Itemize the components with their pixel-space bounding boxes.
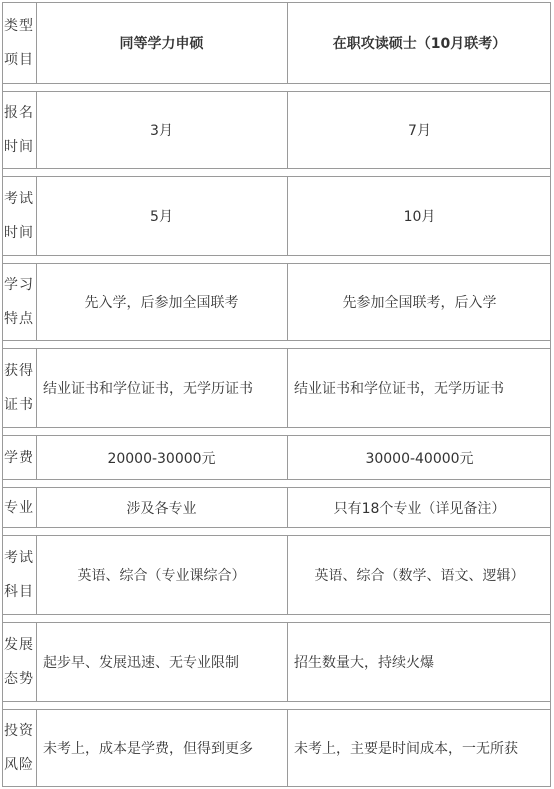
table-border xyxy=(2,786,551,787)
row-label: 报名时间 xyxy=(4,105,34,155)
table-cell xyxy=(37,488,286,527)
cell-text: 先入学，后参加全国联考 xyxy=(84,295,239,311)
table-cell xyxy=(288,536,551,614)
table-border xyxy=(2,701,551,702)
cell-text: 10月 xyxy=(403,209,436,225)
row-label-cell xyxy=(2,436,36,479)
table-border xyxy=(2,168,551,169)
row-label: 考试时间 xyxy=(4,191,34,241)
cell-text: 20000-30000元 xyxy=(107,450,216,467)
cell-text: 英语、综合（专业课综合） xyxy=(77,568,246,584)
row-label: 学习特点 xyxy=(4,277,34,327)
table-border xyxy=(2,340,551,341)
table-cell xyxy=(288,623,551,701)
table-cell xyxy=(37,710,286,786)
row-label-cell xyxy=(2,264,36,340)
header-type-label: 类型项目 xyxy=(4,18,34,68)
cell-text: 结业证书和学位证书，无学历证书 xyxy=(43,381,253,397)
row-label-cell xyxy=(2,177,36,255)
cell-text: 5月 xyxy=(150,209,173,225)
table-border xyxy=(2,255,551,256)
cell-text: 30000-40000元 xyxy=(365,450,474,467)
table-border xyxy=(2,527,551,528)
row-label: 专业 xyxy=(4,499,34,516)
header-col2-title: 在职攻读硕士（10月联考） xyxy=(332,36,507,52)
header-col1-cell xyxy=(37,3,286,83)
table-cell xyxy=(37,349,286,427)
table-cell xyxy=(37,623,286,701)
table-border xyxy=(2,83,551,84)
table-cell xyxy=(288,349,551,427)
row-label-cell xyxy=(2,710,36,786)
table-cell xyxy=(288,488,551,527)
cell-text: 招生数量大，持续火爆 xyxy=(294,655,434,671)
table-cell xyxy=(37,536,286,614)
cell-text: 未考上，成本是学费，但得到更多 xyxy=(43,741,253,757)
table-cell xyxy=(37,177,286,255)
row-label-cell xyxy=(2,92,36,168)
row-label: 投资风险 xyxy=(4,723,34,773)
row-label: 学费 xyxy=(4,449,34,466)
header-type-cell xyxy=(2,3,36,83)
cell-text: 7月 xyxy=(408,123,431,139)
table-cell xyxy=(288,710,551,786)
table-cell xyxy=(288,264,551,340)
row-label: 考试科目 xyxy=(4,550,34,600)
header-col1-title: 同等学力申硕 xyxy=(119,36,204,52)
cell-text: 3月 xyxy=(150,123,173,139)
table-cell xyxy=(288,177,551,255)
header-col2-cell xyxy=(288,3,551,83)
row-label-cell xyxy=(2,488,36,527)
row-label: 获得证书 xyxy=(4,363,34,413)
table-border xyxy=(2,614,551,615)
table-border xyxy=(2,427,551,428)
table-cell xyxy=(288,92,551,168)
row-label-cell xyxy=(2,349,36,427)
row-label: 发展态势 xyxy=(4,637,34,687)
cell-text: 英语、综合（数学、语文、逻辑） xyxy=(314,568,525,584)
cell-text: 涉及各专业 xyxy=(126,500,197,517)
cell-text: 结业证书和学位证书，无学历证书 xyxy=(294,381,504,397)
table-border xyxy=(2,479,551,480)
table-cell xyxy=(37,436,286,479)
row-label-cell xyxy=(2,536,36,614)
table-cell xyxy=(37,92,286,168)
table-cell xyxy=(288,436,551,479)
cell-text: 先参加全国联考，后入学 xyxy=(342,295,497,311)
cell-text: 起步早、发展迅速、无专业限制 xyxy=(43,655,239,671)
cell-text: 只有18个专业（详见备注） xyxy=(333,500,506,517)
row-label-cell xyxy=(2,623,36,701)
table-cell xyxy=(37,264,286,340)
cell-text: 未考上，主要是时间成本，一无所获 xyxy=(294,741,518,757)
